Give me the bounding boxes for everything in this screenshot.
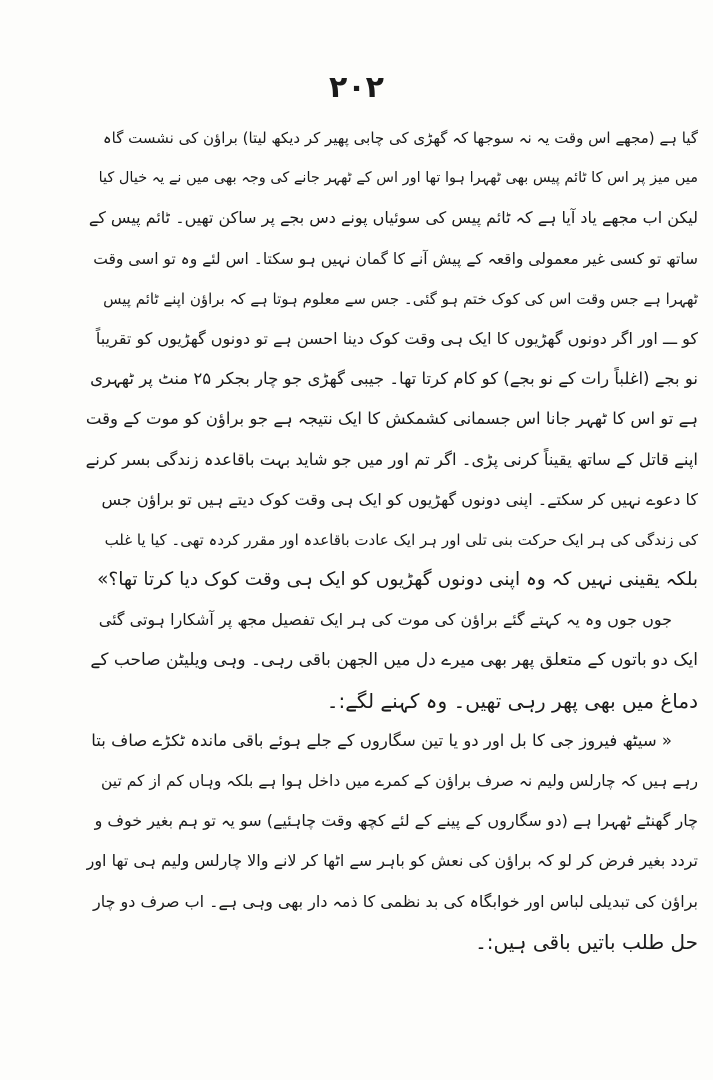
text-line: گیا ہے (مجھے اس وقت یہ نہ سوجھا کہ گھڑی کی چابی پھیر کر دیکھ لیتا) براؤن کی نشست گاہ <box>102 129 698 147</box>
page-number: ۲۰۲ <box>329 70 384 105</box>
text-line: ایک دو باتوں کے متعلق پھر بھی میرے دل میں الجھن باقی رہی۔ وہی ویلیٹن صاحب کے <box>90 650 698 671</box>
text-line: ہے تو اس کا ٹھہر جانا اس جسمانی کشمکش کا ایک نتیجہ ہے جو براؤن کو موت کے وقت <box>86 409 698 429</box>
text-line: کی زندگی کی ہر ایک حرکت بنی تلی اور ہر ایک عادت باقاعدہ اور مقرر کردہ تھی۔ کیا یا غلب <box>104 530 698 549</box>
text-line: کا دعوے نہیں کر سکتے۔ اپنی دونوں گھڑیوں کو ایک ہی وقت کوک دیتے ہیں تو براؤن جس <box>101 489 698 509</box>
text-line: بلکہ یقینی نہیں کہ وہ اپنی دونوں گھڑیوں کو ایک ہی وقت کوک دیا کرتا تھا؟» <box>97 569 698 591</box>
text-line: براؤن کی تبدیلی لباس اور خوابگاہ کی بد نظمی کا ذمہ دار بھی وہی ہے۔ اب صرف دو چار <box>92 891 698 911</box>
text-line: رہے ہیں کہ چارلس ولیم نہ صرف براؤن کے کمرے میں داخل ہوا ہے بلکہ وہاں کم از کم تین <box>100 772 698 790</box>
text-line: حل طلب باتیں باقی ہیں:۔ <box>475 929 698 954</box>
text-line: کو ـــ اور اگر دونوں گھڑیوں کا ایک ہی وقت کوک دینا احسن ہے تو دونوں گھڑیوں کو تقریباً <box>95 328 698 348</box>
text-line: تردد بغیر فرض کر لو کہ براؤن کی نعش کو باہر سے اٹھا کر لانے والا چارلس ولیم ہی تھا اور <box>86 851 698 871</box>
text-line: نو بجے (اغلباً رات کے نو بجے) کو کام کرتا تھا۔ جیبی گھڑی جو چار بجکر ۲۵ منٹ پر ٹھہری <box>90 369 698 389</box>
paragraph-start-line: « سیٹھ فیروز جی کا بل اور دو یا تین سگاروں کے جلے ہوئے باقی ماندہ ٹکڑے صاف بتا <box>91 730 672 750</box>
text-line: دماغ میں بھی پھر رہی تھیں۔ وہ کہنے لگے:۔ <box>326 688 698 713</box>
text-line: ساتھ تو کسی غیر معمولی واقعہ کے پیش آنے کا گمان نہیں ہو سکتا۔ اس لئے وہ تو اسی وقت <box>93 249 698 268</box>
text-line: ٹھہرا ہے جس وقت اس کی کوک ختم ہو گئی۔ جس سے معلوم ہوتا ہے کہ براؤن اپنے ٹائم پیس <box>103 289 698 308</box>
body-text <box>86 118 698 962</box>
text-line: چار گھنٹے ٹھہرا ہے (دو سگاروں کے پینے کے لئے کچھ وقت چاہئیے) سو یہ تو ہم بغیر خوف و <box>94 811 698 831</box>
text-line: میں میز پر اس کا ٹائم پیس بھی ٹھہرا ہوا تھا اور اس کے ٹھہر جانے کی وجہ بھی میں نے یہ خیال کیا <box>98 170 698 187</box>
text-line: اپنے قاتل کے ساتھ یقیناً کرنی پڑی۔ اگر تم اور میں جو شاید بہت باقاعدہ زندگی بسر کرنے <box>86 449 698 469</box>
paragraph-start-line: جوں جوں وہ یہ کہتے گئے براؤن کی موت کی ہر ایک تفصیل مجھ پر آشکارا ہوتی گئی <box>98 610 672 630</box>
text-line: لیکن اب مجھے یاد آیا ہے کہ ٹائم پیس کی سوئیاں پونے دس بجے پر ساکن تھیں۔ ٹائم پیس کے <box>88 208 698 228</box>
